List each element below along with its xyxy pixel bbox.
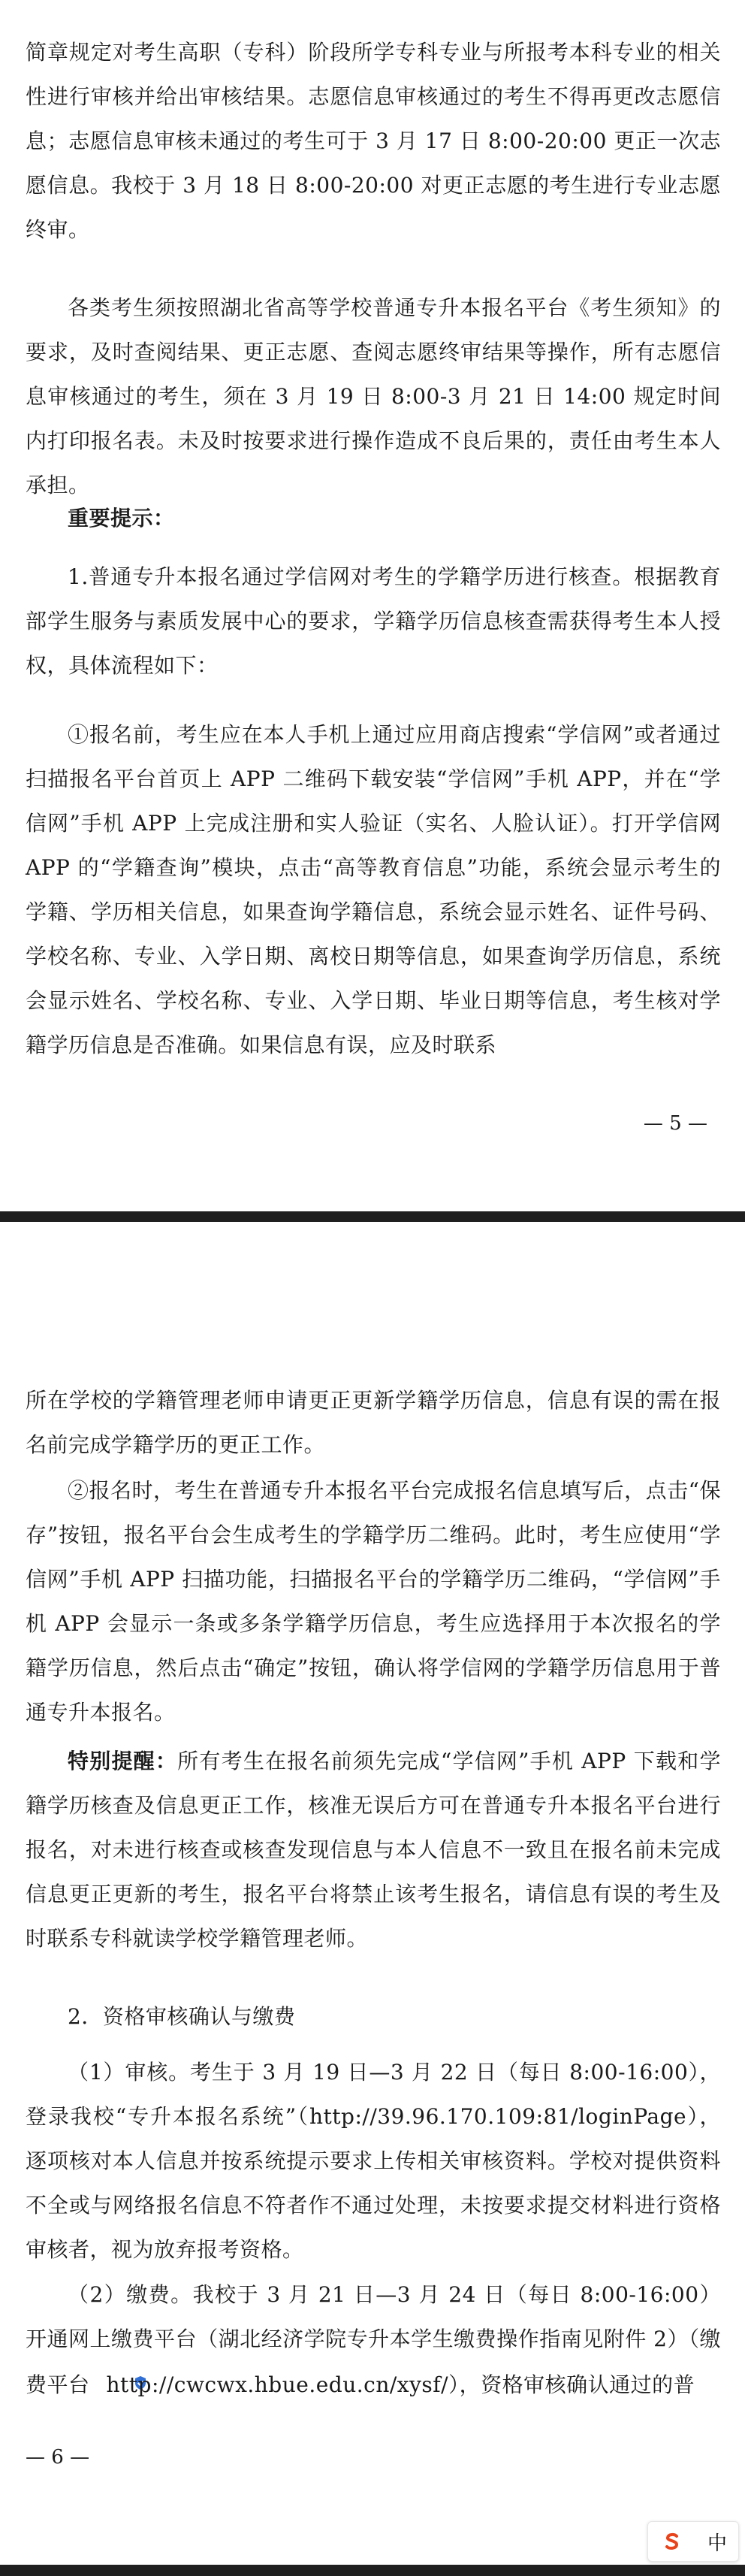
ime-toolbar[interactable]: [647, 2521, 739, 2562]
special-reminder-label: 特别提醒：: [68, 1749, 178, 1773]
paragraph-special-reminder: [26, 1739, 721, 1961]
paragraph-review-result: 简章规定对考生高职（专科）阶段所学专科专业与所报考本科专业的相关性进行审核并给出审核结果。志愿信息审核通过的考生不得再更改志愿信息；志愿信息审核未通过的考生可于 3 月 17 日 8:00-20:00 更正一次志愿信息。我校于 3 月 18 日 8:00-20:00 对更正志愿的考生进行专业志愿终审。: [26, 40, 721, 242]
page-divider: [0, 2565, 745, 2576]
page-number: — 5 —: [643, 1112, 707, 1135]
page-divider: [0, 1211, 745, 1222]
paragraph-step-2-during-registration: ②报名时，考生在普通专升本报名平台完成报名信息填写后，点击“保存”按钮，报名平台会生成考生的学籍学历二维码。此时，考生应使用“学信网”手机 APP 扫描功能，扫描报名平台的学籍学历二维码，“学信网”手机 APP 会显示一条或多条学籍学历信息，考生应选择用于本次报名的学籍学历信息，然后点击“确定”按钮，确认将学信网的学籍学历信息用于普通专升本报名。: [26, 1478, 721, 1725]
heading-qualification-payment: 2．资格审核确认与缴费: [68, 2004, 296, 2029]
paragraph-payment-step: [26, 2272, 721, 2407]
document-page-5: [0, 0, 745, 1211]
payment-text-before-link: （2）缴费。我校于 3 月 21 日—3 月 24 日（每日 8:00-16:00）开通网上缴费平台（湖北经济学院专升本学生缴费操作指南见附件 2）（缴费平台: [26, 2282, 722, 2397]
shield-icon: [92, 2361, 105, 2376]
page-number: — 6 —: [26, 2446, 90, 2469]
ime-mode-label[interactable]: 中: [707, 2532, 727, 2555]
paragraph-xuexin-check: 1.普通专升本报名通过学信网对考生的学籍学历进行核查。根据教育部学生服务与素质发展中心的要求，学籍学历信息核查需获得考生本人授权，具体流程如下：: [26, 564, 721, 678]
heading-important-tips: 重要提示：: [68, 506, 175, 531]
special-reminder-text: 所有考生在报名前须先完成“学信网”手机 APP 下载和学籍学历核查及信息更正工作，核准无误后方可在普通专升本报名平台进行报名，对未进行核查或核查发现信息与本人信息不一致且在报名前未完成信息更正更新的考生，报名平台将禁止该考生报名，请信息有误的考生及时联系专科就读学校学籍管理老师。: [26, 1749, 721, 1951]
paragraph-step-1-before-registration: ①报名前，考生应在本人手机上通过应用商店搜索“学信网”或者通过扫描报名平台首页上 APP 二维码下载安装“学信网”手机 APP，并在“学信网”手机 APP 上完成注册和实人验证（实名、人脸认证）。打开学信网 APP 的“学籍查询”模块，点击“高等教育信息”功能，系统会显示考生的学籍、学历相关信息，如果查询学籍信息，系统会显示姓名、证件号码、学校名称、专业、入学日期、离校日期等信息，如果查询学历信息，系统会显示姓名、学校名称、专业、入学日期、毕业日期等信息，考生核对学籍学历信息是否准确。如果信息有误，应及时联系: [26, 722, 721, 1057]
paragraph-review-step: （1）审核。考生于 3 月 19 日—3 月 22 日（每日 8:00-16:00），登录我校“专升本报名系统”（http://39.96.170.109:81/loginPage），逐项核对本人信息并按系统提示要求上传相关审核资料。学校对提供资料不全或与网络报名信息不符者作不通过处理，未按要求提交材料进行资格审核者，视为放弃报考资格。: [26, 2060, 721, 2262]
document-page-6: [0, 1222, 745, 2565]
payment-platform-link[interactable]: http://cwcwx.hbue.edu.cn/xysf/），资格审核确认通过的普: [106, 2372, 695, 2397]
paragraph-applicant-notice: 各类考生须按照湖北省高等学校普通专升本报名平台《考生须知》的要求，及时查阅结果、更正志愿、查阅志愿终审结果等操作，所有志愿信息审核通过的考生，须在 3 月 19 日 8:00-3 月 21 日 14:00 规定时间内打印报名表。未及时按要求进行操作造成不良后果的，责任由考生本人承担。: [26, 295, 721, 497]
paragraph-correction-continued: 所在学校的学籍管理老师申请更正更新学籍学历信息，信息有误的需在报名前完成学籍学历的更正工作。: [26, 1388, 721, 1457]
sogou-s-icon[interactable]: [659, 2529, 685, 2554]
